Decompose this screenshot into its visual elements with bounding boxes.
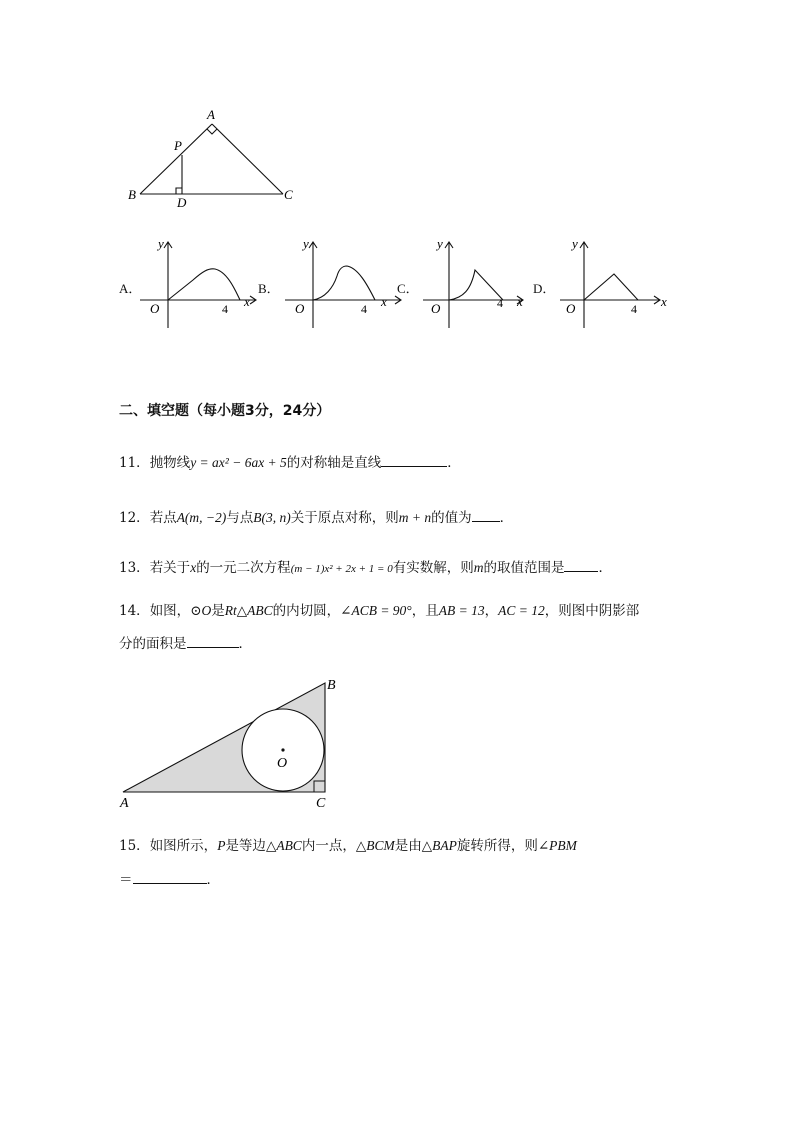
curve-b xyxy=(313,266,375,300)
graph-option-a xyxy=(140,236,265,336)
q12-text-1: 若点 xyxy=(149,510,177,526)
question-14-line-1 xyxy=(119,601,639,621)
q11-end: ． xyxy=(447,455,461,471)
question-14-line-2 xyxy=(119,633,252,654)
label-O2: O xyxy=(277,756,288,771)
graph-c-y: y xyxy=(437,236,443,251)
label-C: C xyxy=(284,187,293,202)
graph-option-c xyxy=(423,236,548,336)
q13-answer-blank[interactable] xyxy=(564,557,598,572)
section-title: 二、填空题（每小题3分，24分） xyxy=(119,403,331,419)
q13-text-3: 有实数解，则 xyxy=(392,560,474,576)
q12-num: 12． xyxy=(119,510,150,526)
curve-a xyxy=(168,269,240,300)
q15-end: ． xyxy=(206,872,220,888)
q14-circle-symbol: ⊙ xyxy=(190,603,202,618)
graph-d-o: O xyxy=(566,301,576,316)
graph-a-x: x xyxy=(244,294,250,309)
option-a-letter: A． xyxy=(119,281,142,296)
triangle-figure xyxy=(120,104,310,214)
q11-expr: y = ax² − 6ax + 5 xyxy=(190,455,287,470)
q13-num: 13． xyxy=(119,560,150,576)
q13-equation: (m − 1)x² + 2x + 1 = 0 xyxy=(290,563,393,575)
right-angle-mark-d xyxy=(176,188,182,194)
graph-d-x: x xyxy=(661,294,667,309)
q11-text-2: 的对称轴是直线 xyxy=(286,455,382,471)
q12-point-a: A(m, −2) xyxy=(176,510,227,525)
q13-var-x: x xyxy=(190,560,197,575)
q13-end: ． xyxy=(598,560,612,576)
q12-answer-blank[interactable] xyxy=(472,507,500,522)
q15-text-3: 内一点， xyxy=(301,838,356,854)
q12-point-b: B(3, n) xyxy=(253,510,291,525)
q14-answer-blank[interactable] xyxy=(187,633,239,648)
center-point xyxy=(281,748,284,751)
q14-num: 14． xyxy=(119,603,150,619)
q14-line2-text: 分的面积是 xyxy=(119,636,187,652)
question-15-line-1 xyxy=(119,836,577,856)
graph-option-b xyxy=(285,236,410,336)
q12-expr: m + n xyxy=(398,510,432,525)
graph-b-y: y xyxy=(303,236,309,251)
q13-text-1: 若关于 xyxy=(149,560,191,576)
graph-a-o: O xyxy=(150,301,160,316)
graph-a-y: y xyxy=(158,236,164,251)
q13-text-2: 的一元二次方程 xyxy=(196,560,291,576)
q15-text-1: 如图所示， xyxy=(149,838,218,854)
graph-c-o: O xyxy=(431,301,441,316)
question-15-line-2 xyxy=(119,869,220,890)
option-d-letter: D． xyxy=(533,281,556,296)
label-B2: B xyxy=(327,678,336,693)
graph-b-o: O xyxy=(295,301,305,316)
side-ab xyxy=(140,124,212,194)
question-11 xyxy=(119,452,461,473)
curve-c xyxy=(449,270,503,300)
graph-b-tick: 4 xyxy=(361,302,367,316)
q14-rt-triangle: Rt△ABC xyxy=(224,603,273,618)
q15-text-2: 是等边 xyxy=(225,838,266,854)
q13-var-m: m xyxy=(473,560,484,575)
q14-o: O xyxy=(201,603,212,618)
q12-text-2: 与点 xyxy=(226,510,254,526)
graph-b-x: x xyxy=(381,294,387,309)
label-D: D xyxy=(177,195,187,210)
curve-d xyxy=(584,274,638,300)
q15-abc: △ABC xyxy=(265,838,302,853)
q14-end: ． xyxy=(238,636,252,652)
q14-text-6: ，则图中阴影部 xyxy=(544,603,640,619)
incircle-figure xyxy=(115,675,355,815)
graph-option-d xyxy=(560,236,685,336)
q14-ac: AC = 12 xyxy=(498,603,545,618)
q15-answer-blank[interactable] xyxy=(133,869,207,884)
q11-answer-blank[interactable] xyxy=(381,452,447,467)
q12-text-3: 关于原点对称，则 xyxy=(290,510,399,526)
q12-end: ． xyxy=(499,510,514,526)
right-angle-mark-a xyxy=(207,129,217,134)
graph-d-tick: 4 xyxy=(631,302,637,316)
q14-text-4: ，且 xyxy=(411,603,439,619)
graph-c-tick: 4 xyxy=(497,296,503,310)
label-A2: A xyxy=(120,796,129,811)
q15-text-5: 旋转所得，则 xyxy=(456,838,538,854)
question-13 xyxy=(119,557,612,579)
q15-pbm: ∠PBM xyxy=(537,838,577,853)
q15-text-4: 是由 xyxy=(394,838,422,854)
graph-c-x: x xyxy=(517,294,523,309)
option-c-letter: C． xyxy=(397,281,419,296)
q15-p: P xyxy=(217,838,226,853)
label-A: A xyxy=(207,107,215,122)
q12-text-4: 的值为 xyxy=(431,510,472,526)
q15-equals: ＝ xyxy=(119,872,133,888)
q14-text-5: ， xyxy=(484,603,499,619)
question-12 xyxy=(119,507,513,528)
q15-bap: △BAP xyxy=(421,838,457,853)
q15-num: 15． xyxy=(119,838,150,854)
label-B: B xyxy=(128,187,136,202)
side-ac xyxy=(212,124,283,194)
graph-d-y: y xyxy=(572,236,578,251)
graph-a-tick: 4 xyxy=(222,302,228,316)
q13-text-4: 的取值范围是 xyxy=(483,560,565,576)
q14-angle: ∠ACB = 90° xyxy=(340,603,412,618)
q14-text-1: 如图， xyxy=(149,603,191,619)
q11-num: 11． xyxy=(119,455,150,471)
q15-bcm: △BCM xyxy=(355,838,395,853)
option-b-letter: B． xyxy=(258,281,280,296)
q11-text-1: 抛物线 xyxy=(149,455,191,471)
q14-ab: AB = 13 xyxy=(438,603,485,618)
q14-text-3: 的内切圆， xyxy=(272,603,341,619)
label-P: P xyxy=(174,138,182,153)
q14-text-2: 是 xyxy=(211,603,225,619)
label-C2: C xyxy=(316,796,326,811)
